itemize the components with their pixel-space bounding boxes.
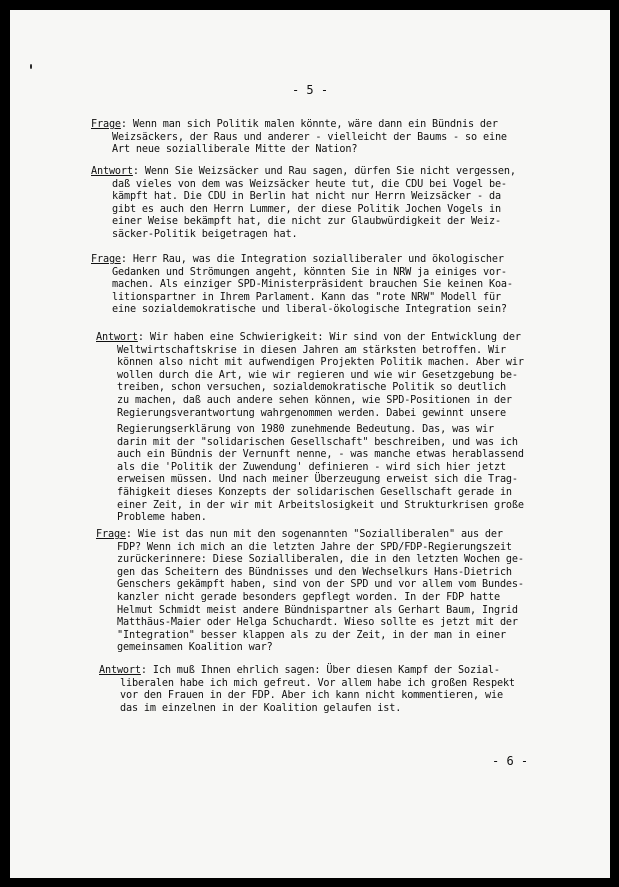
line-text: litionspartner in Ihrem Parlament. Kann das "rote NRW" Modell für [112, 291, 501, 303]
text-block [10, 254, 513, 317]
line-text: Art neue sozialliberale Mitte der Nation? [112, 144, 358, 156]
text-line [10, 703, 515, 716]
speaker-label: Frage [91, 119, 121, 130]
line-text: Genschers gekämpft haben, sind von der SPD und vor allem vom Bundes- [117, 579, 524, 591]
line-text: gemeinsamen Koalition war? [117, 642, 273, 654]
line-text: säcker-Politik beigetragen hat. [112, 228, 298, 240]
speaker-label: Antwort [91, 166, 133, 177]
line-text: "Integration" besser klappen als zu der Zeit, in der man in einer [117, 629, 506, 641]
text-block [10, 665, 515, 715]
text-block [10, 119, 507, 157]
speaker-label: Antwort [99, 665, 141, 676]
text-line [10, 119, 507, 132]
text-line [10, 605, 524, 618]
line-text: zurückerinnere: Diese Sozialliberalen, die in den letzten Wochen ge- [117, 554, 524, 566]
text-line [10, 179, 516, 192]
text-line [10, 332, 524, 345]
text-line [10, 229, 516, 242]
text-line [10, 204, 516, 217]
text-line [10, 579, 524, 592]
page-number: - 5 - [291, 83, 329, 97]
line-text: gen das Scheitern des Bündnisses und den Wechselkurs Hans-Dietrich [117, 566, 512, 578]
line-text: daß vieles von dem was Weizsäcker heute tut, die CDU bei Vogel be- [112, 178, 507, 190]
line-text: : Ich muß Ihnen ehrlich sagen: Über diesen Kampf der Sozial- [140, 665, 500, 676]
text-line [10, 487, 524, 500]
text-line [10, 592, 524, 605]
speaker-label: Frage [91, 254, 121, 265]
text-line [10, 382, 524, 395]
text-line [10, 345, 524, 358]
line-text: gibt es auch den Herrn Lummer, der diese Politik Jochen Vogels in [112, 203, 501, 215]
text-line [10, 500, 524, 513]
text-line [10, 395, 524, 408]
next-page-number: - 6 - [492, 754, 529, 768]
text-line [10, 617, 524, 630]
line-text: Weltwirtschaftskrise in diesen Jahren am stärksten betroffen. Wir [117, 344, 506, 356]
line-text: eine sozialdemokratische und liberal-ökologische Integration sein? [112, 304, 507, 316]
text-line [10, 216, 516, 229]
text-block [10, 529, 524, 655]
line-text: darin mit der "solidarischen Gesellschaft" beschreiben, und was ich [117, 436, 518, 448]
text-line [10, 437, 524, 450]
text-line [10, 690, 515, 703]
text-line [10, 542, 524, 555]
line-text: : Wie ist das nun mit den sogenannten "Sozialliberalen" aus der [125, 529, 503, 540]
text-line [10, 474, 524, 487]
text-line [10, 449, 524, 462]
text-line [10, 567, 524, 580]
line-text: Regierungsverantwortung wahrgenommen werden. Dabei gewinnt unsere [117, 407, 506, 419]
line-text: Weizsäckers, der Raus und anderer - vielleicht der Baums - so eine [112, 131, 507, 143]
text-line [10, 166, 516, 179]
scan-speck [30, 64, 32, 69]
line-text: Probleme haben. [117, 512, 207, 524]
text-line [10, 554, 524, 567]
line-text: : Wir haben eine Schwierigkeit: Wir sind von der Entwicklung der [137, 332, 521, 343]
text-line [10, 678, 515, 691]
text-line [10, 512, 524, 525]
line-text: kanzler nicht gerade besonders gepflegt worden. In der FDP hatte [117, 591, 500, 603]
line-text: fähigkeit dieses Konzepts der solidarischen Gesellschaft gerade in [117, 486, 512, 498]
line-text: erweisen müssen. Und nach meiner Überzeugung erweist sich die Trag- [117, 474, 518, 486]
text-line [10, 424, 524, 437]
line-text: das im einzelnen in der Koalition gelaufen ist. [120, 702, 402, 714]
line-text: zu machen, daß auch andere sehen können, wie SPD-Positionen in der [117, 394, 512, 406]
text-line [10, 529, 524, 542]
text-block [10, 332, 524, 420]
text-line [10, 267, 513, 280]
line-text: kämpft hat. Die CDU in Berlin hat nicht nur Herrn Weizsäcker - da [112, 191, 501, 203]
line-text: wollen durch die Art, wie wir regieren und wie wir Gesetzgebung be- [117, 369, 518, 381]
text-line [10, 191, 516, 204]
line-text: : Wenn Sie Weizsäcker und Rau sagen, dürfen Sie nicht vergessen, [132, 166, 516, 177]
line-text: Matthäus-Maier oder Helga Schuchardt. Wieso sollte es jetzt mit der [117, 617, 518, 629]
text-line [10, 642, 524, 655]
text-block [10, 166, 516, 242]
text-line [10, 304, 513, 317]
text-line [10, 370, 524, 383]
text-line [10, 279, 513, 292]
line-text: Gedanken und Strömungen angeht, könnten Sie in NRW ja einiges vor- [112, 266, 507, 278]
line-text: Regierungserklärung von 1980 zunehmende Bedeutung. Das, was wir [117, 424, 494, 435]
text-line [10, 665, 515, 678]
line-text: : Herr Rau, was die Integration sozialliberaler und ökologischer [120, 254, 504, 265]
line-text: vor den Frauen in der FDP. Aber ich kann nicht kommentieren, wie [120, 690, 503, 702]
text-line [10, 132, 507, 145]
line-text: Helmut Schmidt meist andere Bündnispartner als Gerhart Baum, Ingrid [117, 604, 518, 616]
line-text: können also nicht mit aufwendigen Projekten Politik machen. Aber wir [117, 357, 524, 369]
line-text: einer Zeit, in der wir mit Arbeitslosigkeit und Strukturkrisen große [117, 499, 524, 511]
line-text: : Wenn man sich Politik malen könnte, wäre dann ein Bündnis der [120, 119, 498, 130]
text-line [10, 462, 524, 475]
line-text: treiben, schon versuchen, sozialdemokratische Politik so deutlich [117, 382, 506, 394]
line-text: liberalen habe ich mich gefreut. Vor allem habe ich großen Respekt [120, 677, 515, 689]
line-text: als die 'Politik der Zuwendung' definieren - wird sich hier jetzt [117, 461, 506, 473]
speaker-label: Frage [96, 529, 126, 540]
line-text: machen. Als einziger SPD-Ministerpräsident brauchen Sie keinen Koa- [112, 279, 513, 291]
text-block [10, 424, 524, 525]
text-line [10, 254, 513, 267]
text-line [10, 144, 507, 157]
line-text: einer Weise bekämpft hat, die nicht zur Glaubwürdigkeit der Weiz- [112, 216, 501, 228]
line-text: auch ein Bündnis der Vernunft nenne, - was manche etwas herablassend [117, 449, 524, 461]
text-line [10, 408, 524, 421]
text-line [10, 357, 524, 370]
speaker-label: Antwort [96, 332, 138, 343]
document-page [10, 10, 610, 878]
text-line [10, 630, 524, 643]
line-text: FDP? Wenn ich mich an die letzten Jahre der SPD/FDP-Regierungszeit [117, 541, 512, 553]
text-line [10, 292, 513, 305]
